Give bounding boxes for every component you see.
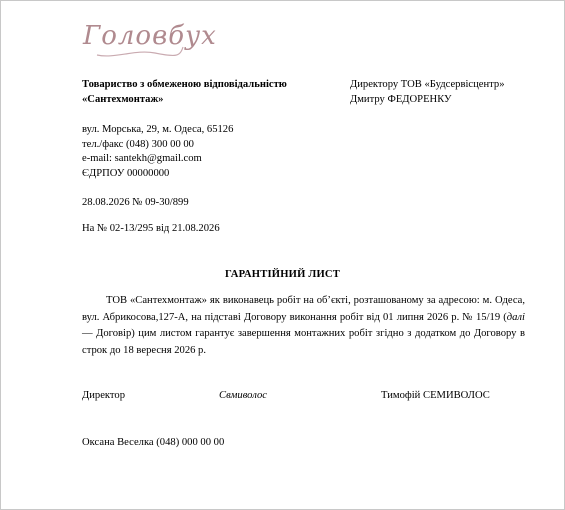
body-part-2: — Договір) цим листом гарантує завершення монтажних робіт згідно з додатком до Договору в строк до 18 вересня 2026 р. (82, 328, 525, 356)
sender-address: вул. Морська, 29, м. Одеса, 65126 (82, 124, 234, 135)
recipient-name: Дмитру ФЕДОРЕНКУ (350, 94, 452, 105)
sender-company-name: «Сантехмонтаж» (82, 94, 164, 105)
outgoing-number: 28.08.2026 № 09-30/899 (82, 197, 189, 208)
executor-contact: Оксана Веселка (048) 000 00 00 (82, 437, 225, 448)
signature-position: Директор (82, 390, 125, 401)
sender-phone: тел./факс (048) 300 00 00 (82, 138, 194, 150)
logo-swash-icon (95, 45, 185, 59)
reference-number: На № 02-13/295 від 21.08.2026 (82, 223, 220, 234)
body-part-1: ТОВ «Сантехмонтаж» як виконавець робіт на об’єкті, розташованому за адресою: м. Одеса, вул. Абрикосова,127-А, на підставі Договору виконання робіт від 01 липня 2026 р. № 15/19 ( (82, 295, 525, 323)
body-italic: далі (506, 311, 525, 323)
logo: Головбух (83, 21, 217, 51)
signatory-name: Тимофій СЕМИВОЛОС (381, 390, 490, 401)
sender-block (82, 77, 287, 107)
sender-company-type: Товариство з обмеженою відповідальністю (82, 79, 287, 90)
letter-title: ГАРАНТІЙНИЙ ЛИСТ (224, 269, 341, 280)
sender-email: e-mail: santekh@gmail.com (82, 153, 202, 164)
signature-handwritten: Свмиволос (219, 390, 267, 401)
recipient-position: Директору ТОВ «Будсервісцентр» (350, 79, 505, 90)
sender-edrpou: ЄДРПОУ 00000000 (82, 167, 170, 179)
letter-body (82, 293, 525, 359)
sender-contacts (82, 123, 233, 181)
recipient-block (350, 77, 505, 107)
